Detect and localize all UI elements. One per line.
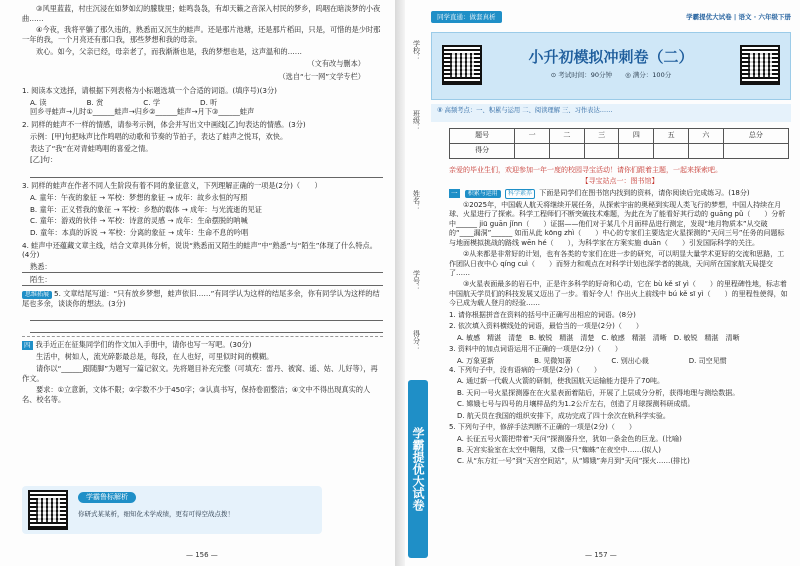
top-strip — [431, 4, 791, 30]
question-3: 3. 资料中的加点词语运用不正确的一项是(2分)（ ） — [449, 345, 622, 354]
school-label: 学校： — [412, 40, 421, 61]
score-label: 得分： — [412, 330, 421, 351]
score-cell[interactable] — [584, 144, 619, 159]
material-paragraph-2: ②从来都是非常好的计划，也有各类的专家们在进一步的研究，可以明显大量学术更好的交流和思路，工作团队日夜中心 qíng cuì（ ）而努力和观点在对科学计划也深学者的挑战，天问所在国家航天局提交了…… — [449, 250, 785, 278]
qr-description: 你研式某某析，细知化术学成绩，更有可得空战点拨！ — [78, 510, 234, 518]
section-4-requirements: 要求：①立意新，文体不限；②字数不少于450字；③认真书写，保持卷面整洁；④文中不得出现真实的人名、校名等。 — [22, 385, 371, 404]
question-3-option-c[interactable]: C. 童年：游戏的伙伴 → 军校：诗意的灵感 → 成年：生命摆脱的呐喊 — [30, 216, 248, 226]
table-header: 一 — [515, 129, 550, 144]
paragraph-3: ③风里蓝蓝，村庄沉浸在如梦如幻的朦胧里；蛙鸣袅袅，有却天籁之音深入村民的梦乡，呜咽在暗淡梦的小夜曲…… — [22, 4, 381, 23]
question-5-option-a[interactable]: A. 长征五号火箭把带着“天问”探测器升空，犹如一条金色的巨龙。(比喻) — [457, 434, 682, 443]
section-4-heading — [22, 340, 383, 350]
stage-title: 【寻宝站点一：图书馆】 — [581, 177, 659, 186]
thinking-tag: 思维拓展 — [22, 291, 52, 299]
option-c[interactable]: C. 别出心裁 — [611, 356, 649, 365]
table-row — [450, 144, 789, 159]
series-title: 学霸提优大试卷 | 语文 · 六年级下册 — [686, 12, 791, 21]
section-number: 一 — [451, 188, 458, 197]
question-3-options — [449, 357, 791, 366]
score-cell[interactable] — [654, 144, 689, 159]
option-c[interactable]: C. 学 — [143, 97, 161, 107]
table-row — [450, 129, 789, 144]
section-1-text: 下面是同学们在图书馆内找到的资料，请你阅读后完成练习。(18分) — [539, 188, 750, 197]
qr-title: 学霸鲁标解析 — [78, 492, 136, 503]
score-cell[interactable] — [723, 144, 788, 159]
section-4-text: 我手近正在征集同学们的作文加入手册中，请你也写一写吧。(30分) — [35, 340, 252, 350]
right-body — [449, 166, 791, 469]
option-a[interactable]: A. 万象更新 — [457, 356, 495, 365]
class-label: 班级： — [412, 110, 421, 131]
question-3-option-b[interactable]: B. 童年：正义哲我的象征 → 军校：乡愁的载体 → 成年：与光流逝的见证 — [30, 204, 262, 214]
table-header: 六 — [689, 129, 724, 144]
exam-full-score: ◎ 满分：100分 — [625, 71, 672, 79]
question-3-option-d[interactable]: D. 童年：本真的诉说 → 军校：分离的象征 → 成年：生命不息的吟唱 — [30, 227, 249, 237]
table-header: 题号 — [450, 129, 515, 144]
question-4-option-b[interactable]: B. 天问一号火星探测器在在火星表面着陆后，开展了上层成分分析，获得地理与测绘数据。 — [457, 388, 740, 397]
section-4-topic: 请你以“______跟随脚”为题写一篇记叙文。先将题目补充完整（可填充：雷丹、被窝、遥、姑、儿好等），再作文。 — [22, 363, 378, 383]
question-1: 1. 阅读本文选择，请根据下列表格为小标题选填一个合适的词语。(填序号)(3分) — [22, 86, 277, 96]
question-1-options — [22, 98, 383, 108]
question-4-familiar[interactable]: 熟悉： — [22, 262, 383, 273]
key-points-bar: ⑧ 高频考点：一、积累与运用 二、阅读理解 三、习作表达…… — [431, 104, 791, 122]
question-4-option-a[interactable]: A. 通过新一代载人火箭的研制，使我国航天运输能力提升了70吨。 — [457, 377, 665, 386]
exam-title: 小升初模拟冲刺卷（二） — [528, 48, 694, 66]
brand-badge: 同学直通：做套真析 — [431, 11, 502, 24]
score-table — [449, 128, 789, 159]
question-1-chain[interactable]: 回乡寻蛙声→儿时①______蛙声→归乡②______蛙声→月下③______蛙声 — [30, 107, 255, 117]
section-1-heading — [449, 189, 791, 199]
intro-text: 亲爱的毕业生们，欢迎参加一年一度的校园寻宝活动！请你们跟着主题，一起来探索吧。 — [449, 166, 722, 174]
paragraph-4: ④今夜，我将平躺了那久违的，熟悉而又沉生的蛙声。还是那片池塘，还是那片稻田，只是，可惜的是少时那一年的我，一个月亮还有那口我，那些梦想和我的母亲。 — [22, 25, 381, 45]
question-5-text: 5. 文章结尾写道：“只有放乡梦想，蛙声依旧……”有同学认为这样的结尾多余，你有同学认为这样的结尾也多余，谈谈你的想法。(3分) — [22, 288, 380, 308]
article-source: （选自“七一网”文学专栏） — [278, 72, 365, 82]
exam-time: ⊙ 考试时间：90分钟 — [550, 71, 613, 79]
option-a[interactable]: A. 读 — [30, 97, 47, 107]
student-info-strip — [405, 0, 431, 566]
right-page — [405, 0, 800, 566]
answer-line[interactable] — [30, 167, 383, 178]
divider — [22, 336, 383, 337]
answer-line[interactable] — [30, 310, 383, 321]
table-header: 五 — [654, 129, 689, 144]
section-tag: 积累与运用 — [465, 190, 501, 198]
question-4: 4. 下列句子中，没有语病的一项是(2分)（ ） — [449, 365, 601, 374]
student-id-label: 学号： — [412, 270, 421, 291]
qr-panel — [22, 486, 322, 534]
option-b[interactable]: B. 赏 — [86, 97, 104, 107]
left-page — [0, 0, 395, 566]
score-cell[interactable] — [549, 144, 584, 159]
section-number: 四 — [24, 341, 31, 350]
question-4-option-c[interactable]: C. 嫦娥七号与四号的月壤样品约为1.2公斤左右，创造了月球探测科研成绩。 — [457, 400, 695, 409]
material-paragraph-1: ①2025年，中国载人航天将继续开展任务，从探索宇宙的奥秘到实现人类飞行的梦想，中国人持续在月球、火星进行了探索。科学工程师们不断突破技术难题，为此在为了能看好其行动的 guāng pǔ（ ）分析中______ jiū guān jǐnn（ ）证据——他们对于某几个月面样品进行测定，发现“地月物质本”从交破的“____漏洞”______ 如而从此 kōng zhì（ ）中心的专家们主要选定火星探测的“天问三号”任务的问题标与地面模拟挑战的路线 wēn hé（ ），为科学家在方案实施 duān（ ）引发国际科学的关注。 — [449, 200, 786, 247]
page-number: — 156 — — [186, 550, 218, 559]
material-paragraph-3: ③火星表面最多的岩石中，正是许多科学的好奇和心动，它在 bù kě sī yì（ ）的里程碑性地，标志着中国航天学员们的科技发展又迈出了一步。看好令人！作出火上前线中 bú kě sī yì（ ）的里程性使得，如今已成为载人登月的经验…… — [449, 280, 788, 308]
option-d[interactable]: D. 听 — [200, 97, 218, 107]
table-header: 四 — [619, 129, 654, 144]
page-number: — 157 — — [585, 550, 617, 559]
exam-banner — [431, 32, 791, 100]
question-5-option-c[interactable]: C. 从“东方红一号”到“天宫空间站”，从“嫦娥”奔月到“天问”探火……(排比) — [457, 457, 690, 466]
table-header: 二 — [549, 129, 584, 144]
section-4-prompt: 生活中，树如人，流光碎影最总是，每段，在人也好，可里似时间的模糊。 — [36, 352, 274, 362]
table-header: 总分 — [723, 129, 788, 144]
paragraph-4-cont: 欢心。如今，父亲已经，母亲老了，而我渐渐也是，我的梦想也是，这声温和的…… — [36, 46, 302, 56]
series-brand-vertical: 学霸提优大试卷 — [408, 380, 428, 558]
article-note: （文有改与删本） — [307, 58, 365, 68]
question-5-option-b[interactable]: B. 天宫实验室在太空中翱翔，又像一只“蜘蛛”在夜空中……(拟人) — [457, 446, 661, 455]
question-2-options[interactable]: A. 敏感 精湛 清楚 B. 敏锐 精湛 清楚 C. 敏感 精湛 清晰 D. 敏锐 精湛 清晰 — [457, 333, 740, 342]
option-d[interactable]: D. 司空见惯 — [688, 356, 727, 365]
question-4: 4. 蛙声中还蕴藏文章主线，结合文章具体分析，说说“熟悉而又陌生的蛙声”中“熟悉”与“陌生”体现了什么特点。(4分) — [22, 240, 377, 260]
score-cell[interactable] — [689, 144, 724, 159]
answer-line[interactable] — [30, 322, 383, 333]
section-tag: 科学素养 — [505, 189, 535, 199]
question-2-answer-label: [乙]句： — [30, 155, 58, 165]
question-3: 3. 同样的蛙声在作者不同人生阶段有着不同的象征意义，下列理解正确的一项是(2分)（ ） — [22, 181, 322, 191]
exam-info — [432, 71, 790, 80]
question-2-example: 示例：[甲]句把咏声比作鸣唱的动歌和节奏的节拍子，表达了蛙声之悦耳，欢快。 — [30, 131, 288, 141]
table-header: 三 — [584, 129, 619, 144]
table-row-label: 得分 — [450, 144, 515, 159]
book-spine — [395, 0, 405, 566]
question-4-strange[interactable]: 陌生： — [22, 275, 383, 286]
question-2-example-cont: 表达了“我”在对青蛙鸣唱的喜爱之情。 — [30, 143, 153, 153]
qr-code-icon[interactable] — [28, 490, 68, 530]
score-cell[interactable] — [515, 144, 550, 159]
question-2: 2. 依次填入资料横线处的词语，最恰当的一项是(2分)（ ） — [449, 322, 643, 331]
option-b[interactable]: B. 见微知著 — [534, 356, 572, 365]
score-cell[interactable] — [619, 144, 654, 159]
question-3-option-a[interactable]: A. 童年：午夜的象征 → 军校：梦想的象征 → 成年：故乡永恒的写照 — [30, 192, 248, 202]
question-5: 5. 下列句子中，修辞手法判断不正确的一项是(2分)（ ） — [449, 423, 636, 432]
name-label: 姓名： — [412, 190, 421, 211]
question-1: 1. 请你根据拼音在资料的括号中正确写出相应的词语。(8分) — [449, 310, 636, 319]
question-4-option-d[interactable]: D. 航天员在我国的组织安排下，成功完成了四十余次在轨科学实验。 — [457, 411, 670, 420]
question-5 — [22, 289, 383, 309]
question-2: 2. 同样的蛙声不一样的情感，请参考示例，体会并写出文中画线[乙]句表达的情感。(3分) — [22, 120, 306, 130]
